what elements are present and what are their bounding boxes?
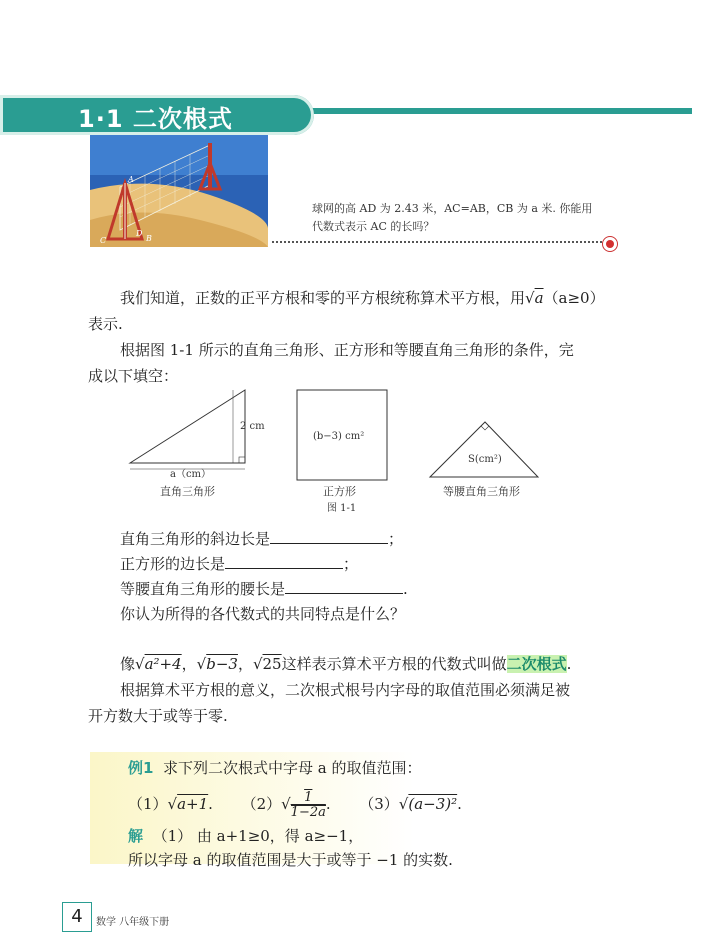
page-number: 4 [62,902,92,932]
solution-label: 解 [128,827,144,845]
isosceles-area-label: S(cm²) [468,454,502,465]
intro-line-4: 成以下填空： [88,367,179,385]
book-title: 数学 八年级下册 [96,917,170,928]
right-triangle-shape [130,390,245,463]
definition-line-2: 根据算术平方根的意义，二次根式根号内字母的取值范围必须满足被 [120,681,571,699]
intro-line-1: 我们知道，正数的正平方根和零的平方根统称算术平方根，用√a（a≥0） [120,289,605,307]
solution-line-1: 解 （1） 由 a+1≥0，得 a≥−1， [128,827,364,845]
square-area-label: (b−3) cm² [313,431,365,442]
example-1-prompt: 例1 求下列二次根式中字母 a 的取值范围： [128,759,422,777]
example-label: 例1 [128,759,154,777]
definition-line-1: 像√a²+4，√b−3，√25这样表示算术平方根的代数式叫做二次根式. [120,655,572,673]
question-3: 等腰直角三角形的腰长是 . [120,580,408,598]
question-1: 直角三角形的斜边长是 ； [120,530,404,548]
square-name: 正方形 [323,485,356,498]
example-problems: （1）√a+1. （2）√ $\frac{1}{1-2a}$ . （3）√(a−3)². [128,789,462,820]
volleyball-net-illustration [90,135,268,247]
section-title: 1·1 二次根式 [78,105,233,133]
point-label-b: B [146,234,152,243]
point-label-a: A [128,175,134,184]
intro-line-3: 根据图 1-1 所示的直角三角形、正方形和等腰直角三角形的条件，完 [120,341,574,359]
figure-caption: 图 1-1 [327,503,357,514]
question-4: 你认为所得的各代数式的共同特点是什么？ [120,605,406,623]
triangle-height-label: 2 cm [240,421,265,432]
definition-line-3: 开方数大于或等于零. [88,707,228,725]
intro-line-2: 表示. [88,315,123,333]
question-2: 正方形的边长是 ； [120,555,359,573]
term-highlight: 二次根式 [506,655,567,673]
dotted-divider [272,241,602,243]
header-rule [300,108,692,114]
point-label-d: D [136,229,143,238]
answer-blank-1[interactable] [270,529,388,544]
right-triangle-name: 直角三角形 [160,485,215,498]
figure-1-1 [125,385,555,515]
isosceles-triangle-shape [430,422,538,477]
illustration-caption [312,200,612,236]
bullseye-icon [602,236,618,252]
isosceles-triangle-name: 等腰直角三角形 [443,485,520,498]
triangle-base-label: a（cm） [170,469,212,480]
solution-line-2: 所以字母 a 的取值范围是大于或等于 −1 的实数. [128,851,453,869]
caption-line-2: 代数式表示 AC 的长吗？ [312,220,435,233]
sqrt-a: a [534,289,544,307]
answer-blank-2[interactable] [225,554,343,569]
point-label-c: C [100,236,107,245]
caption-line-1: 球网的高 AD 为 2.43 米，AC=AB，CB 为 a 米. 你能用 [312,202,593,215]
answer-blank-3[interactable] [285,579,403,594]
